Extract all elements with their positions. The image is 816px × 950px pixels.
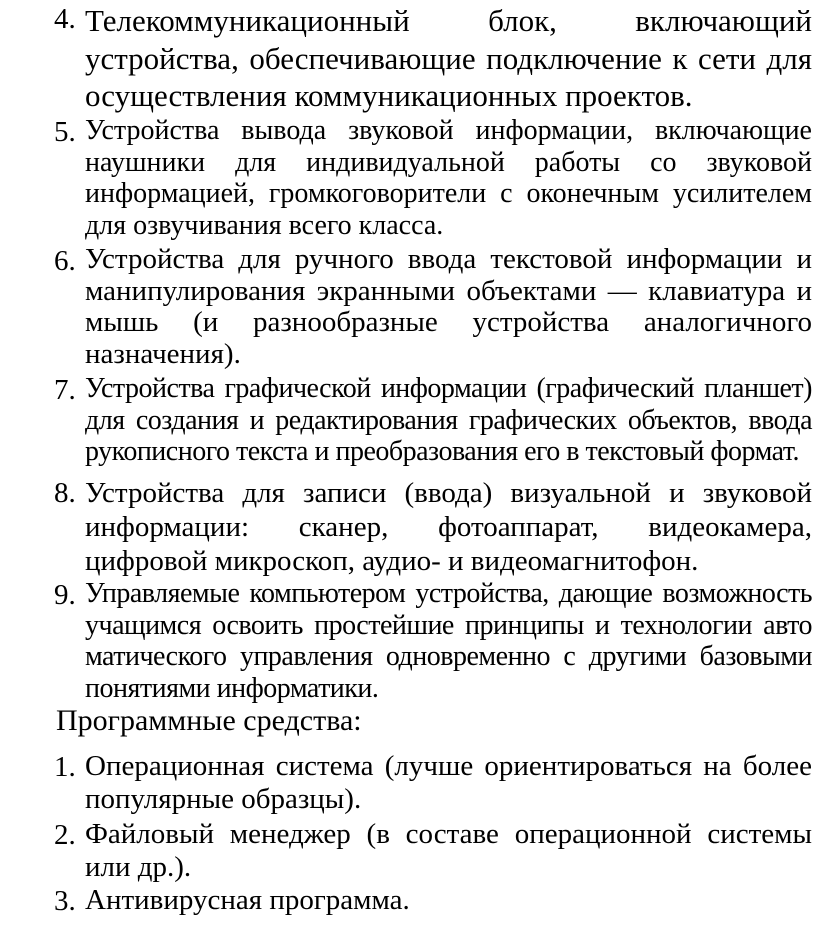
list-item xyxy=(54,244,812,370)
list-item-text: Устройства графической информации (графический планшет) для создания и редактирования графических объектов, ввода рукописного текста и преобразования его в текстовый формат. xyxy=(85,373,812,467)
list-item xyxy=(54,884,812,917)
list-item-number: 5. xyxy=(54,116,76,148)
list-item-text: Антивирусная программа. xyxy=(85,884,410,916)
list-item xyxy=(54,373,812,468)
list-item-text: Операционная система (лучше ориентироваться на более популярные образцы). xyxy=(85,750,812,815)
list-item xyxy=(54,115,812,241)
list-item-number: 1. xyxy=(54,751,76,783)
section-heading: Программные средства: xyxy=(56,704,362,737)
list-item-number: 8. xyxy=(54,477,76,509)
list-item-number: 3. xyxy=(54,885,76,917)
list-item-number: 2. xyxy=(54,819,76,851)
list-item-text: Устройства для ручного ввода текстовой информации и манипулирования экранными объектами — клавиатура и мышь (и разнообразные устройства аналогичного назначения). xyxy=(85,243,812,370)
list-item-number: 9. xyxy=(54,579,76,611)
list-item xyxy=(54,476,812,578)
list-item xyxy=(54,750,812,816)
list-item xyxy=(54,818,812,884)
list-item-number: 6. xyxy=(54,245,76,277)
list-item-text: Устройства вывода звуковой информации, включающие наушники для индивидуальной работы со звуковой информацией, громкоговорители с оконечным усилителем для озвучивания всего класса. xyxy=(85,115,812,241)
list-item-text: Телекоммуникационный блок, включающий устройства, обеспечивающие подключение к сети для осуществления коммуникационных проектов. xyxy=(85,3,812,113)
list-item xyxy=(54,2,812,115)
list-item-number: 4. xyxy=(54,3,76,35)
list-item-number: 7. xyxy=(54,374,76,406)
list-item-text: Устройства для записи (ввода) визуальной и звуковой информации: сканер, фотоаппарат, видеокамера, цифровой микроскоп, аудио- и видеомагнитофон. xyxy=(85,477,812,577)
list-item-text: Файловый менеджер (в составе операционной системы или др.). xyxy=(85,818,812,883)
list-item xyxy=(54,578,812,704)
list-item-text: Управляемые компьютером устройства, дающие возможность учащимся освоить простейшие принципы и технологии авто матического управления одновременно с другими базовыми понятиями информатики. xyxy=(85,578,812,704)
